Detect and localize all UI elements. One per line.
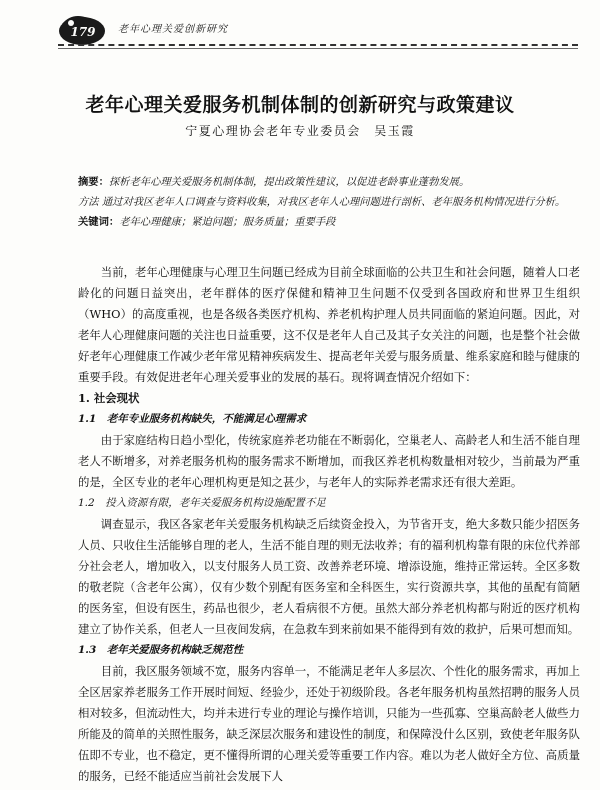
running-title: 老年心理关爱创新研究	[118, 24, 228, 35]
page-badge-shape	[58, 14, 110, 46]
intro-paragraph: 当前，老年心理健康与心理卫生问题已经成为目前全球面临的公共卫生和社会问题，随着人口老龄化的问题日益突出，老年群体的医疗保健和精神卫生问题不仅受到各国政府和世界卫生组织（WHO）的高度重视，也是各级各类医疗机构、养老机构护理人员共同面临的紧迫问题。因此，对老年人心理健康问题的关注也日益重要，这不仅是老年人自己及其子女关注的问题，也是整个社会做好老年心理健康工作减少老年常见精神疾病发生、提高老年关爱与服务质量、维系家庭和睦与健康的重要手段。有效促进老年心理关爱事业的发展的基石。现将调查情况介绍如下：	[78, 265, 580, 384]
section-heading-1-2: 1.2 投入资源有限，老年关爱服务机构设施配置不足	[78, 497, 326, 509]
keywords-label: 关键词：	[78, 216, 120, 228]
article-title: 老年心理关爱服务机制体制的创新研究与政策建议	[85, 94, 515, 116]
abstract-section	[78, 172, 580, 232]
header-rule	[58, 48, 578, 49]
keywords-text: 老年心理健康；紧迫问题；服务质量；重要手段	[119, 216, 336, 228]
section-1-2-paragraph: 调查显示，我区各家老年关爱服务机构缺乏后续资金投入，为节省开支，绝大多数只能少招医务人员、只收住生活能够自理的老人，生活不能自理的则无法收养；有的福利机构靠有限的床位代养部分社会老人，增加收入，以支付服务人员工资、改善养老环境、增添设施，维持正常运转。全区多数的敬老院（含老年公寓），仅有少数个别配有医务室和全科医生，实行资源共享，其他的虽配有简陋的医务室，但设有医生，药品也很少，老人看病很不方便。虽然大部分养老机构都与附近的医疗机构建立了协作关系，但老人一旦夜间发病，在急救车到来前如果不能得到有效的救护，后果可想而知。	[78, 517, 580, 636]
section-1-3-paragraph: 目前，我区服务领域不宽，服务内容单一，不能满足老年人多层次、个性化的服务需求，再加上全区居家养老服务工作开展时间短、经验少，还处于初级阶段。各老年服务机构虽然招聘的服务人员相对较多，但流动性大，均并未进行专业的理论与操作培训，只能为一些孤寡、空巢高龄老人做些力所能及的简单的关照性服务，缺乏深层次服务和建设性的制度，和保障没什么区别，致使老年服务队伍即不专业，也不稳定，更不懂得所谓的心理关爱等重要工作内容。难以为老人做好全方位、高质量的服务，已经不能适应当前社会发展下人	[78, 664, 580, 783]
main-body	[78, 262, 580, 787]
abstract-text: 探析老年心理关爱服务机制体制，提出政策性建议，以促进老龄事业蓬勃发展。	[108, 176, 470, 188]
header-rule-dashed	[58, 44, 578, 46]
method-paragraph: 方法 通过对我区老年人口调查与资料收集，对我区老年人心理问题进行剖析、老年服务机构情况进行分析。	[78, 196, 566, 208]
abstract-label: 摘要：	[78, 176, 109, 188]
abstract-paragraph	[78, 172, 580, 192]
section-heading-1-3: 1.3 老年关爱服务机构缺乏规范性	[78, 644, 244, 656]
section-heading-1-1: 1.1 老年专业服务机构缺失，不能满足心理需求	[78, 413, 307, 425]
section-1-1-paragraph: 由于家庭结构日趋小型化，传统家庭养老功能在不断弱化，空巢老人、高龄老人和生活不能自理老人不断增多，对养老服务机构的服务需求不断增加，而我区养老机构数量相对较少，当前最为严重的是，全区专业的老年心理机构更是知之甚少，与老年人的实际养老需求还有很大差距。	[78, 433, 580, 489]
section-heading-1: 1. 社会现状	[78, 391, 140, 405]
author-byline: 宁夏心理协会老年专业委员会 吴玉霞	[185, 124, 415, 138]
page-number: 179	[70, 25, 96, 39]
keywords-paragraph	[78, 212, 580, 232]
page-number-badge	[58, 14, 110, 46]
